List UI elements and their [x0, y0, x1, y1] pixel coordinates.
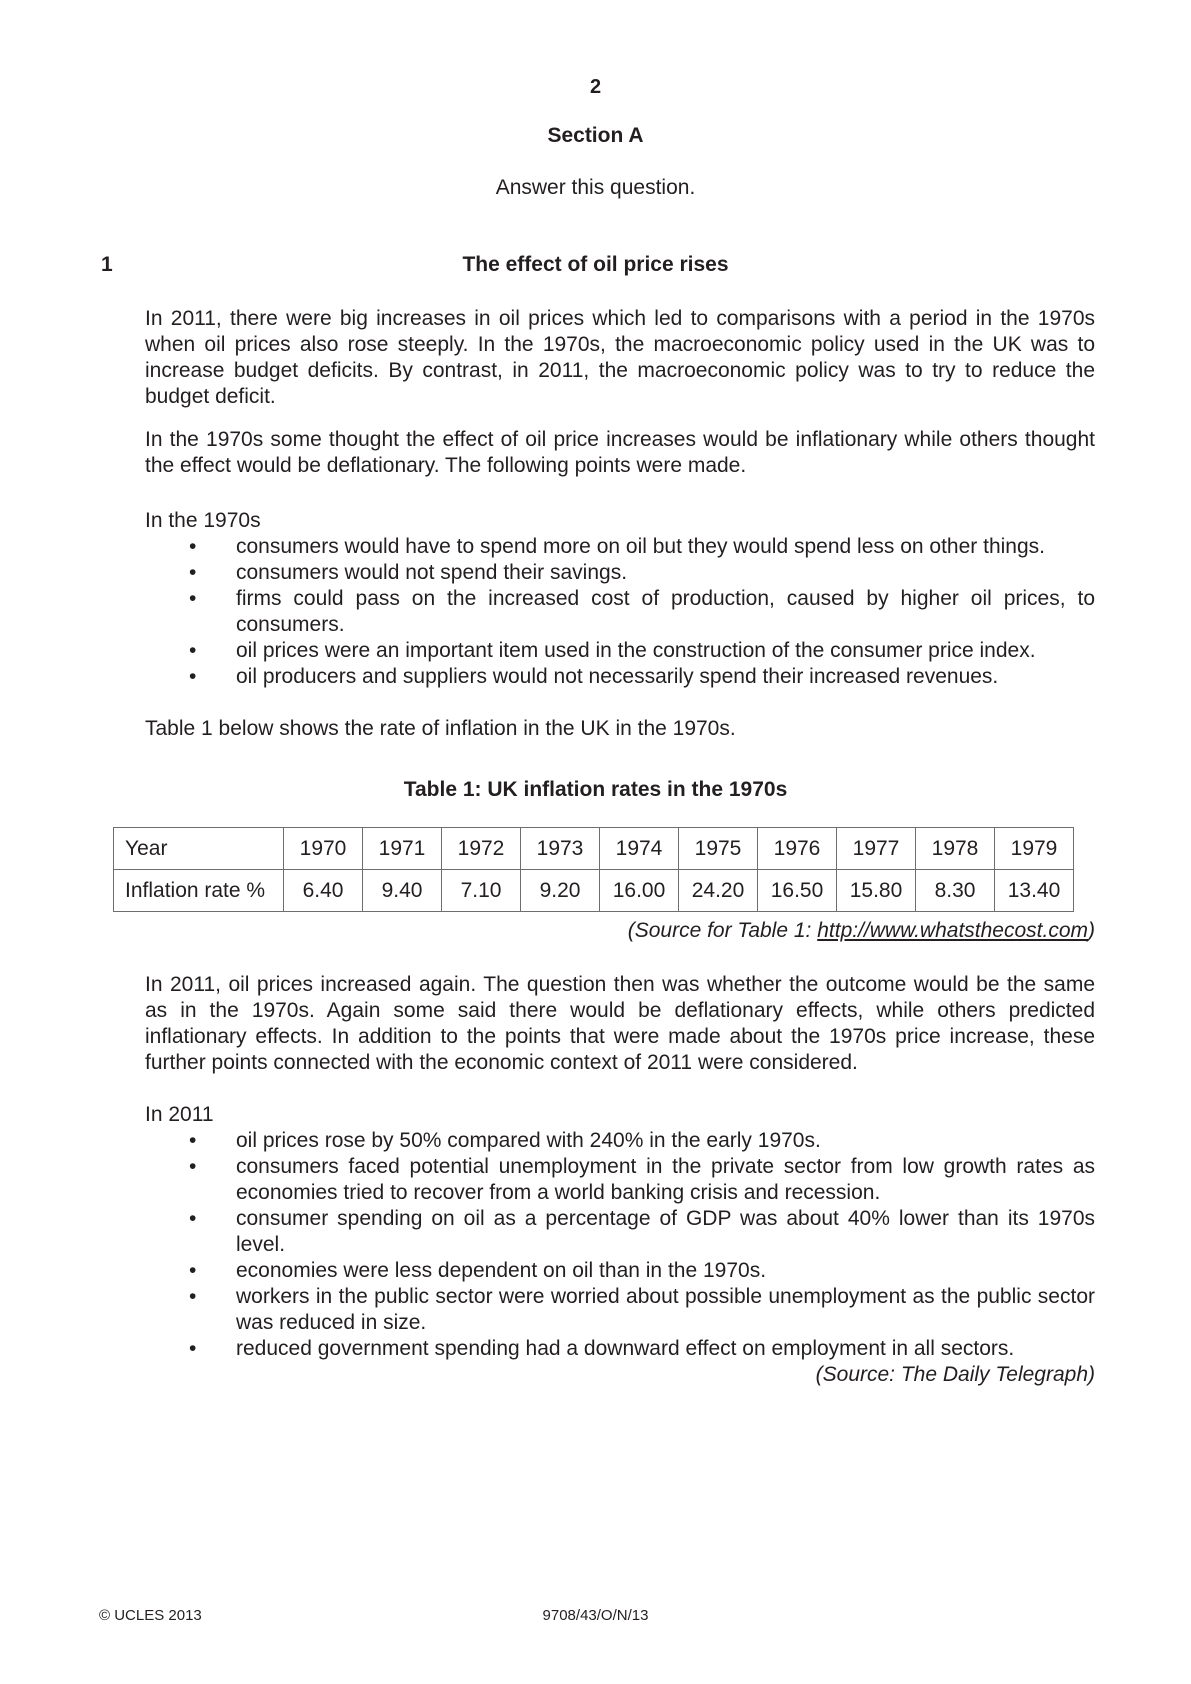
table-cell: 1976 — [758, 828, 837, 870]
inflation-table — [113, 827, 1074, 912]
bullet-icon: • — [189, 1285, 197, 1308]
bullet-icon: • — [189, 1337, 197, 1360]
list-1970s-block — [145, 508, 1095, 690]
list-item: • oil prices were an important item used in the construction of the consumer price index. — [189, 639, 1036, 662]
list-item: • consumers faced potential unemployment in the private sector from low growth rates as economies tried to recover from a world banking crisis and recession. — [189, 1155, 1095, 1204]
final-source: (Source: The Daily Telegraph) — [815, 1363, 1095, 1386]
table-cell: 24.20 — [679, 870, 758, 912]
intro-block-2 — [145, 427, 1095, 479]
table-cell: 1977 — [837, 828, 916, 870]
list-1970s — [145, 534, 1095, 690]
question-number: 1 — [101, 253, 113, 276]
bullet-icon: • — [189, 1155, 197, 1178]
table-row-year — [114, 828, 1074, 870]
table-cell: 16.50 — [758, 870, 837, 912]
section-title: Section A — [547, 124, 644, 147]
footer-copyright: © UCLES 2013 — [99, 1607, 202, 1624]
list-1970s-heading: In the 1970s — [145, 509, 261, 532]
table-cell: 9.40 — [363, 870, 442, 912]
list-2011-block — [145, 1102, 1095, 1388]
table-source: (Source for Table 1: http://www.whatsthecost.com) — [627, 919, 1095, 942]
list-item: • oil prices rose by 50% compared with 240% in the early 1970s. — [189, 1129, 821, 1152]
table-cell: 1978 — [916, 828, 995, 870]
bullet-icon: • — [189, 1259, 197, 1282]
table-intro-block — [145, 716, 1095, 742]
table-cell: 6.40 — [284, 870, 363, 912]
list-item: • consumers would have to spend more on oil but they would spend less on other things. — [189, 535, 1045, 558]
intro-block — [145, 306, 1095, 410]
question-title: The effect of oil price rises — [462, 253, 729, 276]
source-link[interactable]: http://www.whatsthecost.com — [817, 919, 1088, 942]
list-item: • reduced government spending had a downward effect on employment in all sectors. — [189, 1337, 1015, 1360]
list-item: • workers in the public sector were worried about possible unemployment as the public sector was reduced in size. — [189, 1285, 1095, 1334]
table-intro: Table 1 below shows the rate of inflation in the UK in the 1970s. — [145, 717, 736, 740]
table-row-label: Year — [114, 828, 284, 870]
bullet-icon: • — [189, 587, 197, 610]
bullet-icon: • — [189, 639, 197, 662]
list-item: • firms could pass on the increased cost of production, caused by higher oil prices, to consumers. — [189, 587, 1095, 636]
list-2011 — [145, 1128, 1095, 1362]
table-row-rate — [114, 870, 1074, 912]
table-cell: 9.20 — [521, 870, 600, 912]
list-item: • economies were less dependent on oil than in the 1970s. — [189, 1259, 767, 1282]
bullet-icon: • — [189, 1129, 197, 1152]
list-item: • consumers would not spend their savings. — [189, 561, 628, 584]
table-cell: 1973 — [521, 828, 600, 870]
table-cell: 1970 — [284, 828, 363, 870]
list-item: • consumer spending on oil as a percentage of GDP was about 40% lower than its 1970s level. — [189, 1207, 1095, 1256]
table-cell: 1972 — [442, 828, 521, 870]
bullet-icon: • — [189, 561, 197, 584]
intro-paragraph-1: In 2011, there were big increases in oil prices which led to comparisons with a period in the 1970s when oil prices also rose steeply. In the 1970s, the macroeconomic policy used in the UK was to increase budget deficits. By contrast, in 2011, the macroeconomic policy was to try to reduce the budget deficit. — [145, 307, 1095, 408]
table-cell: 1979 — [995, 828, 1074, 870]
intro-paragraph-2: In the 1970s some thought the effect of oil price increases would be inflationary while others thought the effect would be deflationary. The following points were made. — [145, 428, 1095, 477]
list-item: • oil producers and suppliers would not necessarily spend their increased revenues. — [189, 665, 999, 688]
table-cell: 1971 — [363, 828, 442, 870]
paragraph-2011: In 2011, oil prices increased again. The question then was whether the outcome would be the same as in the 1970s. Again some said there would be deflationary effects, while others predicted inflationary effects. In addition to the points that were made about the 1970s price increase, these further points connected with the economic context of 2011 were considered. — [145, 973, 1095, 1074]
bullet-icon: • — [189, 535, 197, 558]
table-cell: 16.00 — [600, 870, 679, 912]
footer-code: 9708/43/O/N/13 — [542, 1607, 649, 1624]
table-cell: 13.40 — [995, 870, 1074, 912]
table-cell: 1975 — [679, 828, 758, 870]
instruction-text: Answer this question. — [495, 176, 696, 199]
table-cell: 8.30 — [916, 870, 995, 912]
table-cell: 7.10 — [442, 870, 521, 912]
table-cell: 1974 — [600, 828, 679, 870]
table-cell: 15.80 — [837, 870, 916, 912]
paragraph-2011-block — [145, 972, 1095, 1076]
bullet-icon: • — [189, 665, 197, 688]
table-title: Table 1: UK inflation rates in the 1970s — [403, 778, 788, 801]
bullet-icon: • — [189, 1207, 197, 1230]
list-2011-heading: In 2011 — [145, 1103, 214, 1126]
table-row-label: Inflation rate % — [114, 870, 284, 912]
page-number: 2 — [589, 76, 602, 98]
